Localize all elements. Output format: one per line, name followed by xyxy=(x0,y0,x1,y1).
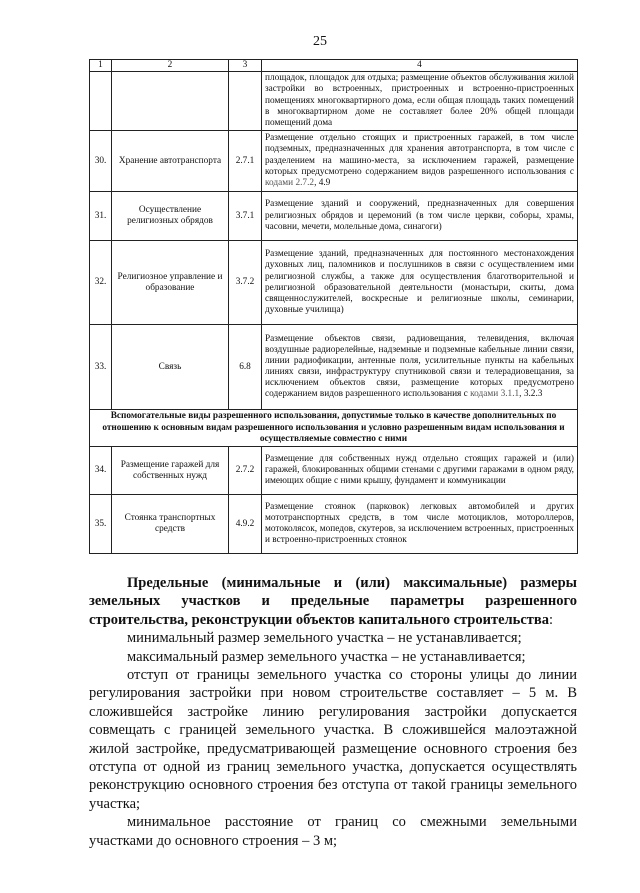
paragraph: отступ от границы земельного участка со стороны улицы до линии регулирования застройки при новом строительстве составляет – 5 м. В сложившейся застройке линию регулирования застройки допускается совмещать с границей земельного участка. В сложившейся малоэтажной жилой застройке, предусматривающей размещение основного строения без отступа от одной из границ земельного участка, допускается осуществлять реконструкцию основного строения без отступа от такой границы земельного участка; xyxy=(89,667,577,812)
description-cell: Размещение зданий, предназначенных для постоянного местонахождения духовных лиц, паломников и послушников в связи с осуществлением ими религиозной службы, а также для осуществления благотворительной и религиозной образовательной деятельности (монастыри, скиты, дома священнослужителей, воскресные и религиозные школы, семинарии, духовные училища) xyxy=(262,241,578,325)
description-cell: Размещение отдельно стоящих и пристроенных гаражей, в том числе подземных, предназначенных для хранения автотранспорта, в том числе с разделением на машино-места, за исключением гаражей, размещение которых предусмотрено содержанием видов разрешенного использования с кодами 2.7.2, 4.9 xyxy=(262,131,578,192)
row-number: 31. xyxy=(90,192,112,241)
header-cell: 1 xyxy=(90,60,112,72)
row-number: 33. xyxy=(90,325,112,410)
land-use-table xyxy=(89,59,578,554)
table-row xyxy=(90,447,578,495)
row-number: 35. xyxy=(90,495,112,554)
row-number: 30. xyxy=(90,131,112,192)
use-name: Размещение гаражей для собственных нужд xyxy=(112,447,229,495)
row-number: 32. xyxy=(90,241,112,325)
description-cell: Размещение для собственных нужд отдельно стоящих гаражей и (или) гаражей, блокированных общими стенами с другими гаражами в одном ряду, имеющих общие с ними крышу, фундамент и коммуникации xyxy=(262,447,578,495)
header-cell: 4 xyxy=(262,60,578,72)
use-name: Осуществление религиозных обрядов xyxy=(112,192,229,241)
table-row xyxy=(90,495,578,554)
table-row xyxy=(90,192,578,241)
use-code: 2.7.1 xyxy=(229,131,262,192)
description-cell: Размещение объектов связи, радиовещания, телевидения, включая воздушные радиорелейные, надземные и подземные кабельные линии связи, линии радиофикации, антенные поля, усилительные пункты на кабельных линиях связи, инфраструктуру спутниковой связи и телерадиовещания, за исключением объектов связи, размещение которых предусмотрено содержанием видов разрешенного использования с кодами 3.1.1, 3.2.3 xyxy=(262,325,578,410)
table-header-row xyxy=(90,60,578,72)
use-code: 6.8 xyxy=(229,325,262,410)
use-name: Хранение автотранспорта xyxy=(112,131,229,192)
use-name: Связь xyxy=(112,325,229,410)
use-code: 3.7.2 xyxy=(229,241,262,325)
header-cell: 2 xyxy=(112,60,229,72)
use-code: 4.9.2 xyxy=(229,495,262,554)
description-cell: Размещение стоянок (парковок) легковых автомобилей и других мототранспортных средств, в том числе мотоциклов, мотороллеров, мотоколясок, мопедов, скутеров, за исключением встроенных, пристроенных и встроенно-пристроенных стоянок xyxy=(262,495,578,554)
table-row xyxy=(90,325,578,410)
section-heading: Вспомогательные виды разрешенного использования, допустимые только в качестве дополнительных по отношению к основным видам разрешенного использования и условно разрешенным видам использования и осуществляемые совместно с ними xyxy=(90,410,578,447)
header-cell: 3 xyxy=(229,60,262,72)
page-number: 25 xyxy=(313,34,327,49)
table-row-continuation xyxy=(90,72,578,131)
paragraph: минимальное расстояние от границ со смежными земельными участками до основного строения – 3 м; xyxy=(89,814,577,849)
paragraph: максимальный размер земельного участка – не устанавливается; xyxy=(127,648,526,665)
code-link[interactable]: кодами 2.7.2 xyxy=(265,177,315,188)
body-text xyxy=(89,574,577,850)
paragraph: минимальный размер земельного участка – не устанавливается; xyxy=(127,630,522,647)
table-row xyxy=(90,241,578,325)
use-code: 3.7.1 xyxy=(229,192,262,241)
description-cell: Размещение зданий и сооружений, предназначенных для совершения религиозных обрядов и церемоний (в том числе церкви, соборы, храмы, часовни, мечети, молельные дома, синагоги) xyxy=(262,192,578,241)
table-row xyxy=(90,131,578,192)
use-name: Стоянка транспортных средств xyxy=(112,495,229,554)
use-name: Религиозное управление и образование xyxy=(112,241,229,325)
code-link[interactable]: кодами 3.1.1 xyxy=(470,389,520,400)
description-cell: площадок, площадок для отдыха; размещение объектов обслуживания жилой застройки во встроенных, пристроенных и встроенно-пристроенных помещениях многоквартирного дома, если общая площадь таких помещений в многоквартирном доме не составляет более 20% общей площади помещений дома xyxy=(262,72,578,131)
row-number: 34. xyxy=(90,447,112,495)
use-code: 2.7.2 xyxy=(229,447,262,495)
section-heading-row xyxy=(90,410,578,447)
section-title: Предельные (минимальные и (или) максимальные) размеры земельных участков и предельные параметры разрешенного строительства, реконструкции объектов капитального строительства: xyxy=(89,575,577,628)
